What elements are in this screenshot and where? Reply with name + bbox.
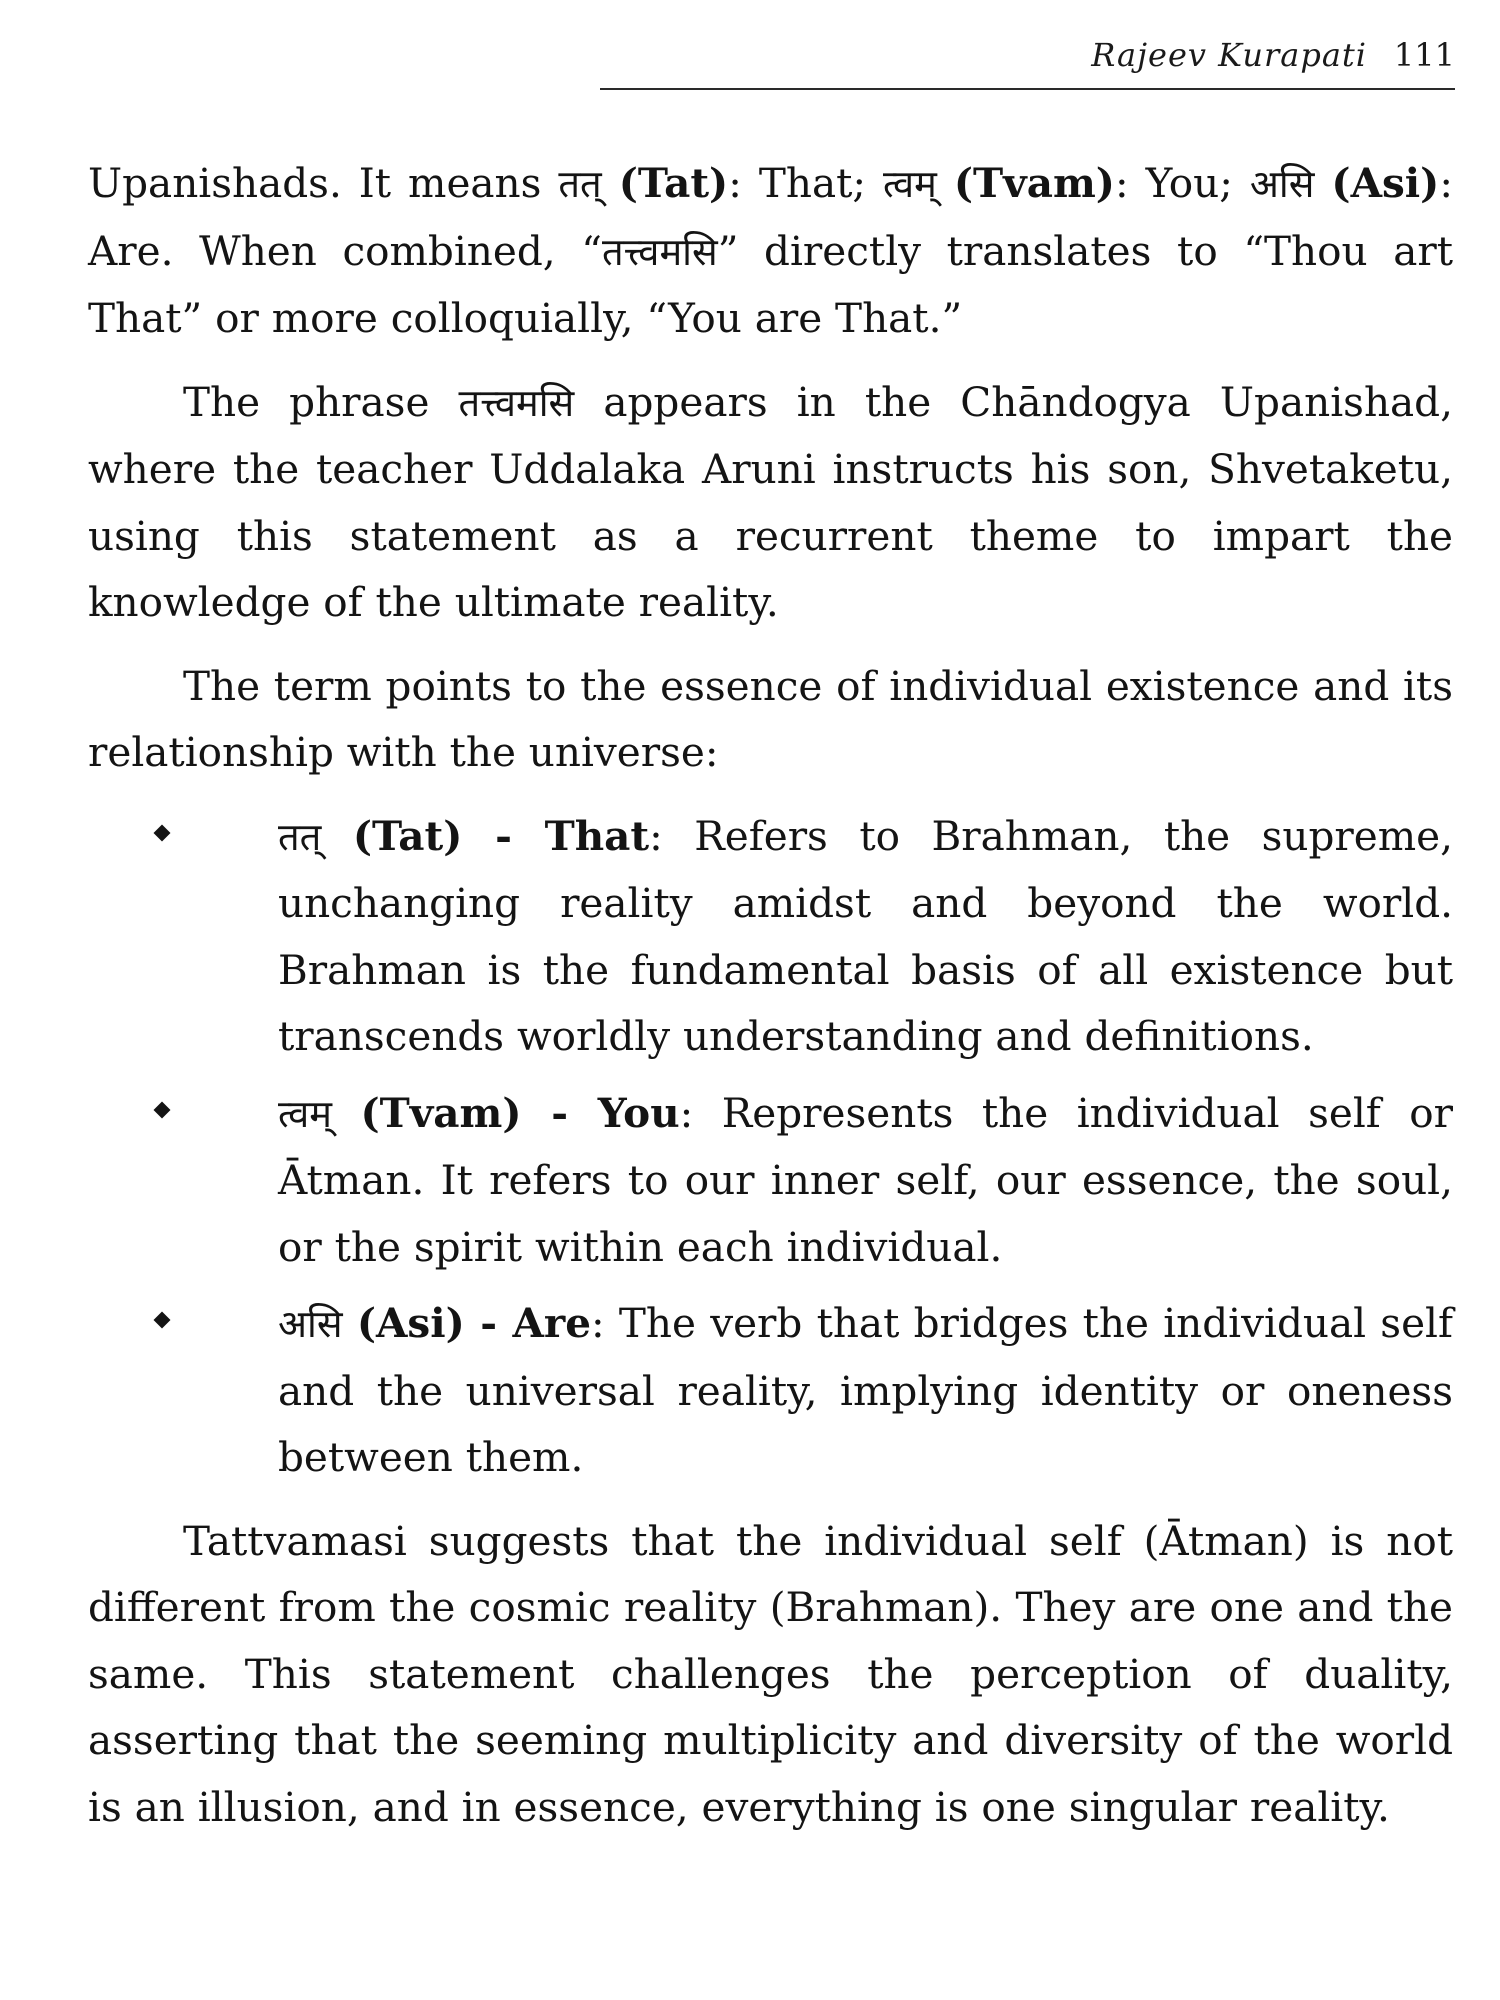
list-item-devanagari: तत् [278, 814, 322, 859]
term-list [88, 803, 1453, 1491]
paragraph-1 [88, 150, 1453, 352]
list-item [88, 1290, 1453, 1491]
paragraph-1-text-5: ” directly translates to “Thou art That” or more colloquially, “You are That.” [88, 226, 1453, 342]
paragraph-3: The term points to the essence of individual existence and its relationship with the universe: [88, 661, 1453, 776]
list-item-text [278, 803, 1453, 1070]
list-item-term: (Asi) - Are [356, 1299, 592, 1347]
list-item-term: (Tvam) - You [360, 1088, 680, 1137]
list-item-description: : Represents the individual self or Ātman. It refers to our inner self, our essence, the soul, or the spirit within each individual. [278, 1088, 1453, 1271]
tat-devanagari: तत् [558, 162, 602, 206]
paragraph-2 [88, 369, 1453, 636]
list-item [88, 803, 1453, 1070]
asi-term: (Asi) [1331, 159, 1440, 207]
paragraph-4: Tattvamasi suggests that the individual self (Ātman) is not different from the cosmic reality (Brahman). They are one and the same. This statement challenges the perception of duality, asserting that the seeming multiplicity and diversity of the world is an illusion, and in essence, everything is one singular reality. [88, 1516, 1453, 1831]
list-item-text [278, 1290, 1453, 1491]
body-text [88, 150, 1453, 1857]
diamond-bullet-icon [154, 824, 171, 841]
diamond-bullet-icon [154, 1312, 171, 1329]
paragraph-1-text-1: Upanishads. It means [88, 159, 559, 207]
tattvamasi-devanagari-2: तत्त्वमसि [458, 380, 575, 425]
running-header [600, 36, 1455, 90]
list-item [88, 1080, 1453, 1281]
tat-term: (Tat) [618, 159, 729, 207]
tvam-term: (Tvam) [953, 159, 1115, 207]
list-item-devanagari: त्वम् [278, 1091, 332, 1136]
list-item-term: (Tat) - That [352, 811, 650, 860]
paragraph-1-text-2: : That; [728, 159, 883, 207]
diamond-bullet-icon [154, 1101, 171, 1118]
paragraph-2-text-1: The phrase [183, 377, 459, 426]
tattvamasi-devanagari: तत्त्वमसि [601, 229, 718, 274]
header-author: Rajeev Kurapati [1091, 36, 1367, 74]
paragraph-1-text-3: : You; [1114, 159, 1250, 207]
paragraph-2-text-2: appears in the Chāndogya Upanishad, where the teacher Uddalaka Aruni instructs his son, Shvetaketu, using this statement as a recurrent theme to impart the knowledge of the ultimate reality. [88, 377, 1453, 626]
list-item-description: : The verb that bridges the individual self and the universal reality, implying identity or oneness between them. [278, 1299, 1453, 1481]
list-item-description: : Refers to Brahman, the supreme, unchanging reality amidst and beyond the world. Brahman is the fundamental basis of all existence but transcends worldly understanding and definitions. [278, 811, 1454, 1060]
asi-devanagari: असि [1249, 162, 1315, 206]
paragraph-1-text-4: : Are. When combined, “ [88, 159, 1453, 275]
list-item-devanagari: असि [278, 1302, 343, 1346]
tvam-devanagari: त्वम् [882, 162, 937, 206]
list-item-text [278, 1080, 1453, 1281]
page-number: 111 [1393, 36, 1455, 74]
